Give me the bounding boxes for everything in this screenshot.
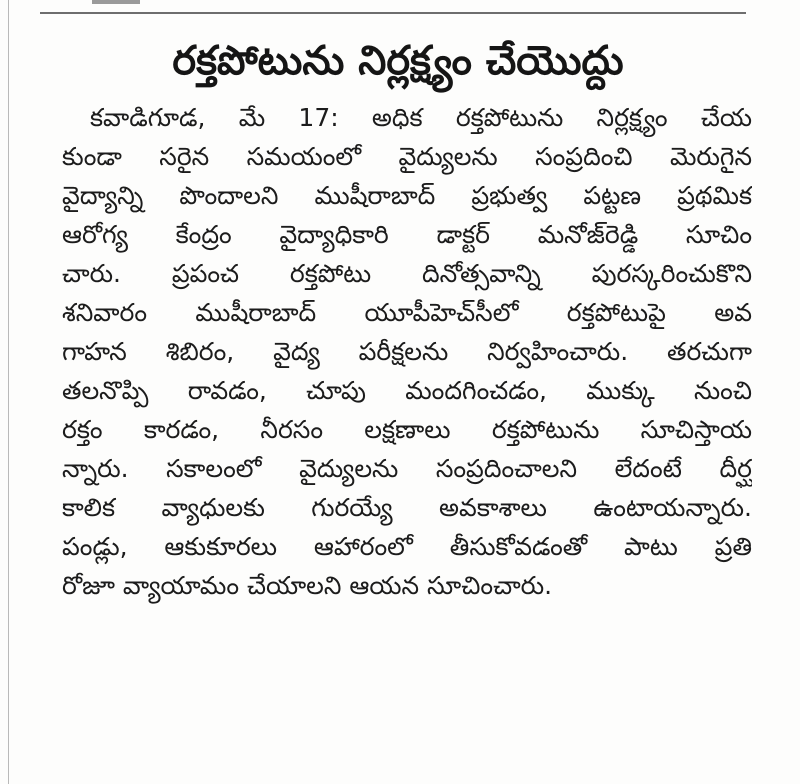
article-line: కుండా సరైన సమయంలో వైద్యులను సంప్రదించి మెరుగైన <box>62 142 752 171</box>
article-body <box>62 98 752 605</box>
article-headline: రక్తపోటును నిర్లక్ష్యం చేయొద్దు <box>172 38 624 84</box>
article-line: న్నారు. సకాలంలో వైద్యులను సంప్రదించాలని లేదంటే దీర్ఘ <box>62 454 752 483</box>
column-divider <box>8 0 9 784</box>
article-line: రక్తం కారడం, నీరసం లక్షణాలు రక్తపోటును సూచిస్తాయ <box>62 415 752 444</box>
article-line: గాహన శిబిరం, వైద్య పరీక్షలను నిర్వహించారు. తరచుగా <box>62 337 752 366</box>
article-line: శనివారం ముషీరాబాద్ యూపీహెచ్‌సీలో రక్తపోటుపై అవ <box>62 298 752 327</box>
article-line: వైద్యాన్ని పొందాలని ముషీరాబాద్ ప్రభుత్వ పట్టణ ప్రథమిక <box>62 181 752 210</box>
article-line: కవాడిగూడ, మే 17: అధిక రక్తపోటును నిర్లక్ష్యం చేయ <box>90 103 752 132</box>
section-separator <box>40 12 746 14</box>
article-line: తలనొప్పి రావడం, చూపు మందగించడం, ముక్కు నుంచి <box>62 376 752 405</box>
cut-off-text-fragment <box>92 0 140 4</box>
article-line: పండ్లు, ఆకుకూరలు ఆహారంలో తీసుకోవడంతో పాటు ప్రతి <box>62 532 752 561</box>
article-line: రోజూ వ్యాయామం చేయాలని ఆయన సూచించారు. <box>62 571 553 600</box>
article-line: చారు. ప్రపంచ రక్తపోటు దినోత్సవాన్ని పురస్కరించుకొని <box>62 259 752 288</box>
article-line: ఆరోగ్య కేంద్రం వైద్యాధికారి డాక్టర్ మనోజ్‌రెడ్డి సూచిం <box>62 220 752 249</box>
article-line: కాలిక వ్యాధులకు గురయ్యే అవకాశాలు ఉంటాయన్నారు. <box>62 493 752 522</box>
